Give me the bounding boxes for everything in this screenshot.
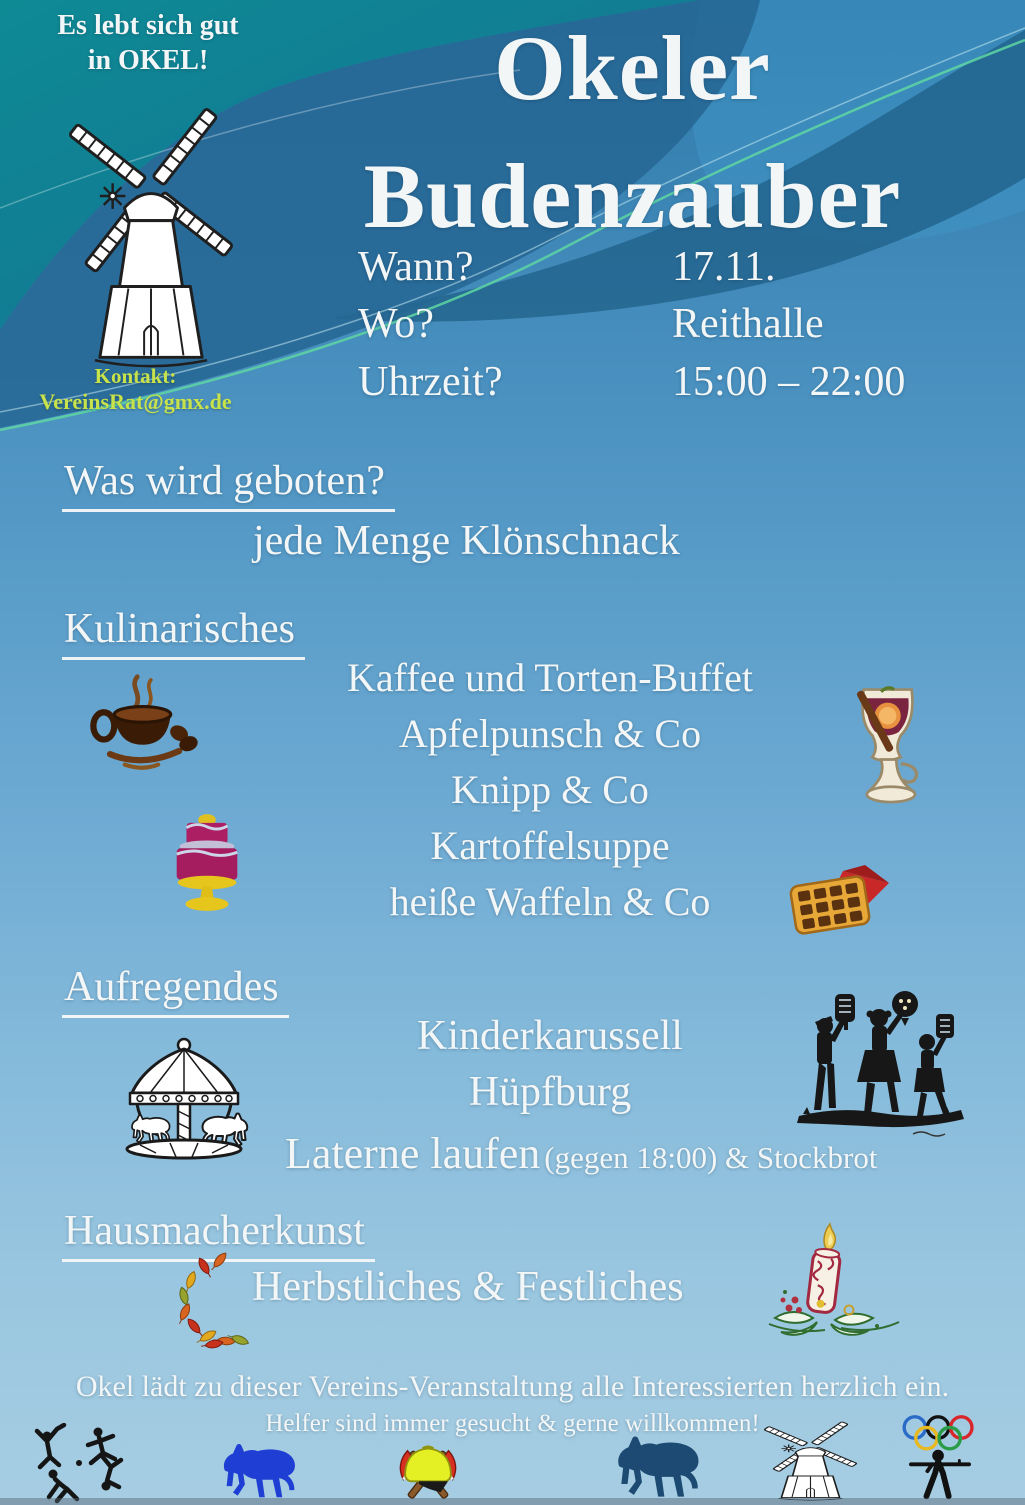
olympic-shooter-icon — [890, 1412, 990, 1504]
detail-label: Wo? — [358, 301, 434, 347]
coffee-cup-icon — [85, 668, 200, 788]
poster-title-line2: Budenzauber — [363, 145, 902, 247]
windmill-logo-icon — [65, 80, 237, 375]
section-kulinarisches-heading: Kulinarisches — [62, 608, 305, 660]
autumn-leaves-icon — [170, 1252, 255, 1352]
photo-edge-strip — [0, 1498, 1025, 1505]
kulinarisches-list — [230, 650, 870, 930]
lantern-children-icon — [793, 988, 968, 1143]
poster-title-line1: Okeler — [494, 17, 771, 119]
contact-email: VereinsRat@gmx.de — [39, 389, 232, 415]
contact-label: Kontakt: — [94, 364, 177, 388]
acrobats-icon — [25, 1423, 155, 1505]
waffle-icon — [785, 855, 900, 940]
lantern-note-text: (gegen 18:00) & Stockbrot — [544, 1140, 878, 1175]
list-item: Kaffee und Torten-Buffet — [347, 655, 753, 700]
angebot-item: jede Menge Klönschnack — [253, 518, 680, 564]
windmill-small-icon — [763, 1413, 858, 1503]
blue-horse-icon — [210, 1440, 310, 1502]
section-hausmacherkunst-heading: Hausmacherkunst — [62, 1210, 375, 1262]
candle-icon — [765, 1222, 905, 1350]
list-item: Hüpfburg — [468, 1069, 632, 1115]
list-item: Knipp & Co — [451, 767, 649, 812]
detail-row-wo — [358, 303, 824, 345]
footer-invitation: Okel lädt zu dieser Vereins-Veranstaltung alle Interessierten herzlich ein. — [75, 1370, 950, 1403]
detail-value: 17.11. — [672, 244, 776, 290]
tagline-line2: in OKEL! — [87, 45, 209, 76]
navy-horse-icon — [600, 1432, 718, 1502]
section-aufregendes-heading: Aufregendes — [62, 966, 289, 1018]
detail-value: Reithalle — [672, 301, 824, 347]
aufregendes-list — [270, 1008, 830, 1120]
list-item: Kinderkarussell — [417, 1013, 683, 1059]
list-item: heiße Waffeln & Co — [389, 879, 711, 924]
tagline — [28, 8, 268, 78]
fire-brigade-icon — [382, 1423, 474, 1505]
detail-label: Wann? — [358, 244, 474, 290]
artist-signature — [913, 1132, 945, 1136]
footer-helpers: Helfer sind immer gesucht & gerne willkommen! — [265, 1410, 760, 1437]
detail-row-wann — [358, 246, 775, 288]
cake-icon — [163, 808, 251, 916]
contact-block — [8, 364, 263, 416]
lantern-main-text: Laterne laufen — [285, 1129, 541, 1178]
list-item: Apfelpunsch & Co — [398, 711, 702, 756]
detail-label: Uhrzeit? — [358, 359, 503, 405]
carousel-icon — [110, 1035, 260, 1160]
list-item: Kartoffelsuppe — [430, 823, 670, 868]
tagline-line1: Es lebt sich gut — [57, 10, 239, 41]
detail-value: 15:00 – 22:00 — [672, 359, 906, 405]
section-angebot-heading: Was wird geboten? — [62, 460, 395, 512]
detail-row-uhrzeit — [358, 361, 905, 403]
lantern-line — [285, 1128, 877, 1179]
hausmacherkunst-item: Herbstliches & Festliches — [252, 1264, 684, 1310]
punch-glass-icon — [848, 683, 936, 825]
